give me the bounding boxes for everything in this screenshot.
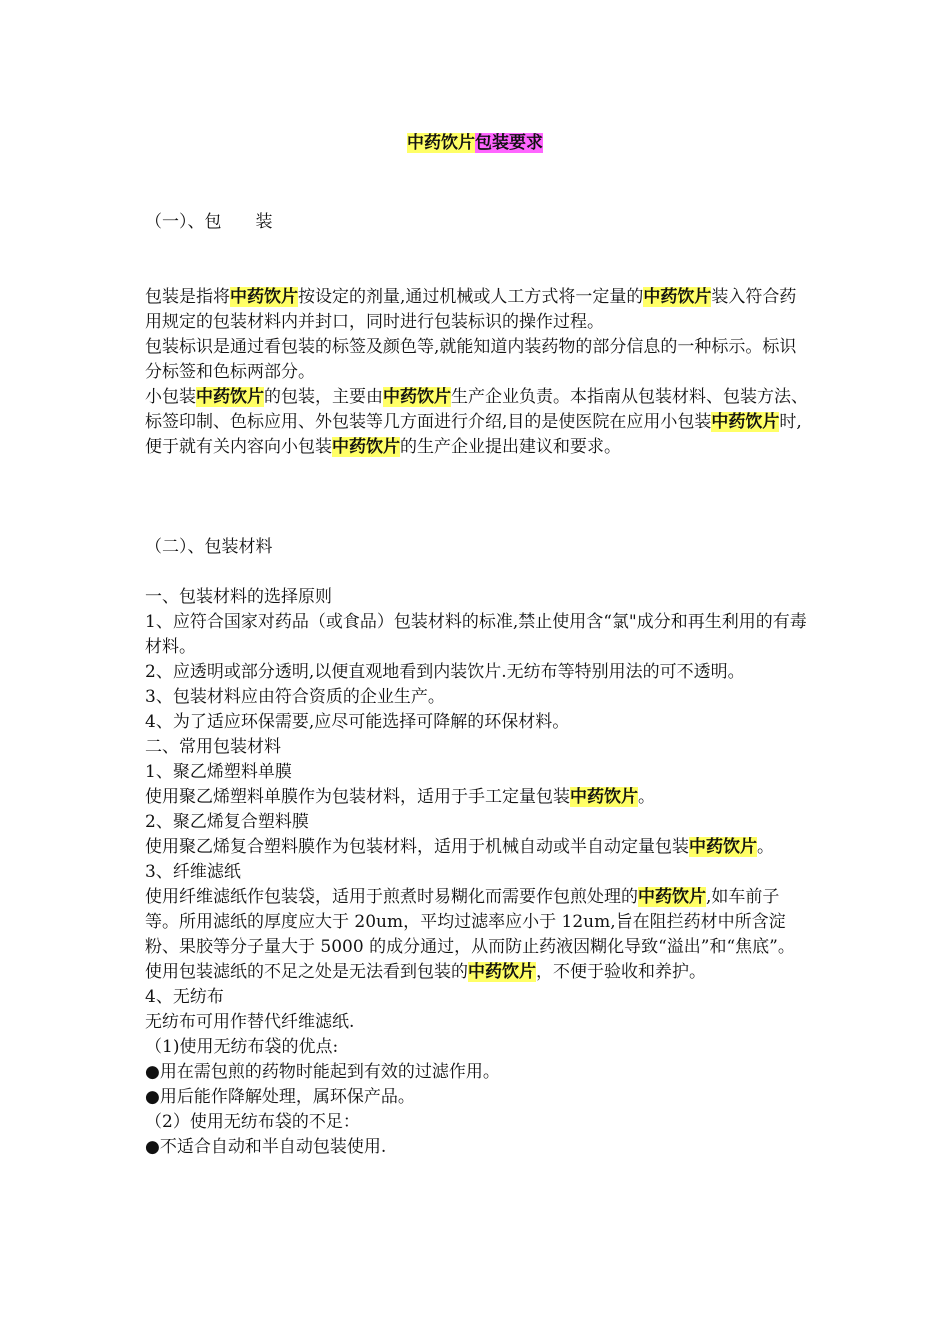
material-2-text <box>145 835 810 860</box>
highlight-term: 中药饮片 <box>332 437 400 457</box>
text-run: ，不便于验收和养护。 <box>536 962 706 982</box>
highlight-term: 中药饮片 <box>196 387 264 407</box>
subheading-selection-principles: 一、包装材料的选择原则 <box>145 587 332 607</box>
subheading-common-materials: 二、常用包装材料 <box>145 737 281 757</box>
highlight-term: 中药饮片 <box>711 412 780 432</box>
text-run: 使用纤维滤纸作包装袋，适用于煎煮时易糊化而需要作包煎处理的 <box>145 887 638 907</box>
highlight-term: 中药饮片 <box>383 387 451 407</box>
text-run: 按设定的剂量,通过机械或人工方式将一定量的 <box>298 287 644 307</box>
advantage-item: ●用在需包煎的药物时能起到有效的过滤作用。 <box>145 1062 500 1082</box>
text-run: 包装是指将 <box>145 287 230 307</box>
material-3-title: 3、纤维滤纸 <box>145 862 241 882</box>
advantages-title: （1)使用无纺布袋的优点: <box>145 1037 339 1057</box>
rule-item: 4、为了适应环保需要,应尽可能选择可降解的环保材料。 <box>145 712 570 732</box>
page-title <box>0 131 950 155</box>
highlight-term: 中药饮片 <box>230 287 298 307</box>
material-1-text <box>145 785 810 810</box>
disadvantages-title: （2）使用无纺布袋的不足： <box>145 1112 360 1132</box>
text-run: 装入符合药用规定的包装材料内并封口，同时进行包装标识的操作过程。 <box>145 287 797 332</box>
disadvantage-item: ●不适合自动和半自动包装使用. <box>145 1137 387 1157</box>
material-2-title: 2、聚乙烯复合塑料膜 <box>145 812 309 832</box>
highlight-term: 中药饮片 <box>570 787 638 807</box>
material-4-title: 4、无纺布 <box>145 987 224 1007</box>
highlight-term: 中药饮片 <box>638 887 706 907</box>
highlight-term: 中药饮片 <box>468 962 536 982</box>
text-run: 使用聚乙烯复合塑料膜作为包装材料，适用于机械自动或半自动定量包装 <box>145 837 689 857</box>
rule-item: 3、包装材料应由符合资质的企业生产。 <box>145 687 445 707</box>
section-1-heading: （一）、包 装 <box>145 212 273 232</box>
rule-item: 1、应符合国家对药品（或食品）包装材料的标准,禁止使用含“氯"成分和再生利用的有毒材料。 <box>145 612 807 657</box>
text-run: 的包装，主要由 <box>264 387 383 407</box>
document-body <box>145 210 810 1160</box>
material-1-title: 1、聚乙烯塑料单膜 <box>145 762 292 782</box>
section-1-paragraph-3 <box>145 385 810 460</box>
title-highlight-term: 中药饮片 <box>407 133 475 153</box>
section-1-paragraph-2: 包装标识是通过看包装的标签及颜色等,就能知道内装药物的部分信息的一种标示。标识分标签和色标两部分。 <box>145 337 797 382</box>
text-run: 小包装 <box>145 387 196 407</box>
section-1-paragraph-1 <box>145 285 810 335</box>
text-run: 时,便于就有关内容向小包装 <box>145 412 802 457</box>
section-2-heading: （二）、包装材料 <box>145 537 273 557</box>
highlight-term: 中药饮片 <box>643 287 712 307</box>
highlight-term: 中药饮片 <box>689 837 757 857</box>
text-run: ,如车前子等。所用滤纸的厚度应大于 20um，平均过滤率应小于 12um,旨在阻拦药材中所含淀粉、果胶等分子量大于 5000 的成分通过，从而防止药液因糊化导致“溢出”和“焦底”。使用包装滤纸的不足之处是无法看到包装的 <box>145 887 795 982</box>
rule-item: 2、应透明或部分透明,以便直观地看到内装饮片.无纺布等特别用法的可不透明。 <box>145 662 745 682</box>
advantage-item: ●用后能作降解处理，属环保产品。 <box>145 1087 415 1107</box>
title-highlight-rest: 包装要求 <box>475 133 543 153</box>
material-3-text <box>145 885 810 985</box>
material-4-text: 无纺布可用作替代纤维滤纸. <box>145 1012 355 1032</box>
text-run: 使用聚乙烯塑料单膜作为包装材料，适用于手工定量包装 <box>145 787 570 807</box>
text-run: 。 <box>638 787 655 807</box>
text-run: 生产企业负责。本指南从包装材料、包装方法、标签印制、色标应用、外包装等几方面进行介绍,目的是使医院在应用小包装 <box>145 387 808 432</box>
text-run: 。 <box>757 837 774 857</box>
text-run: 的生产企业提出建议和要求。 <box>400 437 621 457</box>
